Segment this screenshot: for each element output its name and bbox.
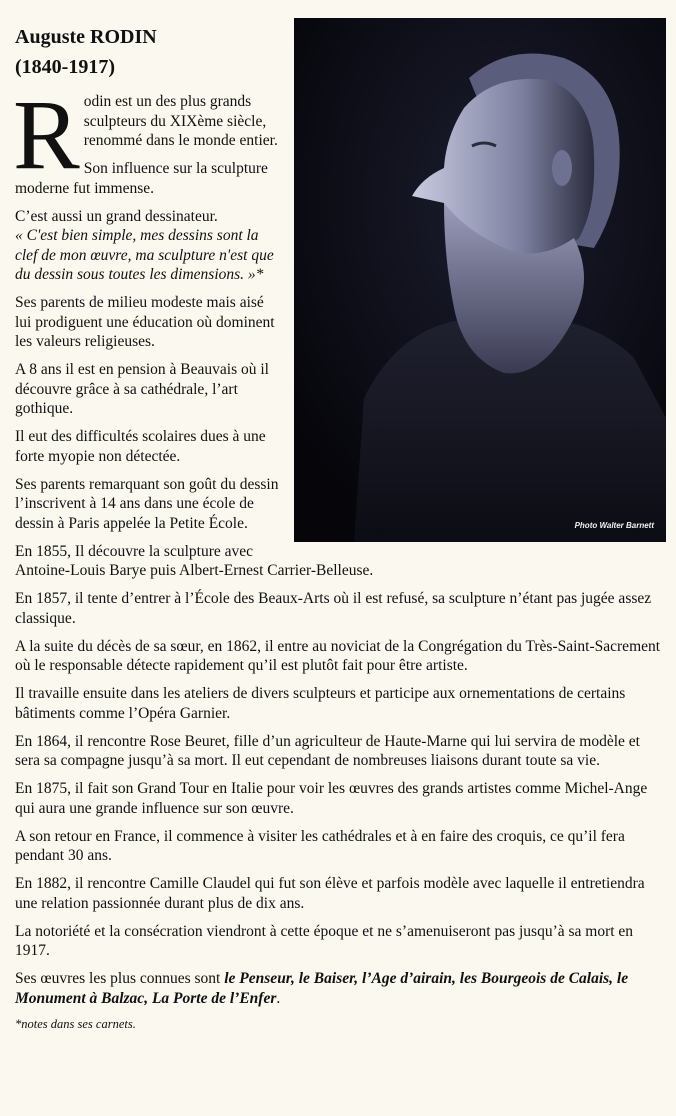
- title-name: Auguste RODIN: [15, 26, 157, 48]
- dessin-quote: « C'est bien simple, mes dessins sont la clef de mon œuvre, ma sculpture n'est que du dessin sous toutes les dimensions. »*: [15, 227, 274, 283]
- title-years: (1840-1917): [15, 56, 115, 78]
- paragraph-ateliers: Il travaille ensuite dans les ateliers de divers sculpteurs et participe aux ornementations de certains bâtiments comme l’Opéra Garnier.: [15, 685, 626, 722]
- photo-credit: Photo Walter Barnett: [574, 521, 654, 530]
- paragraph-notoriete: La notoriété et la consécration viendront à cette époque et ne s’amenuiseront pas jusqu’à sa mort en 1917.: [15, 922, 634, 959]
- paragraph-parents: Ses parents de milieu modeste mais aisé lui prodiguent une éducation où dominent les valeurs religieuses.: [15, 294, 275, 350]
- portrait-illustration: [294, 18, 666, 542]
- paragraph-1857: En 1857, il tente d’entrer à l’École des Beaux-Arts où il est refusé, sa sculpture n’étant pas jugée assez classique.: [15, 590, 652, 627]
- footnote: *notes dans ses carnets.: [15, 1016, 136, 1031]
- paragraph-influence: Son influence sur la sculpture moderne fut immense.: [15, 160, 268, 197]
- oeuvres-end: .: [276, 989, 281, 1007]
- paragraph-1855: En 1855, Il découvre la sculpture avec Antoine-Louis Barye puis Albert-Ernest Carrier-Belleuse.: [15, 542, 374, 579]
- portrait-photo: [294, 18, 666, 542]
- drop-cap: R: [13, 79, 80, 190]
- dessin-intro: C’est aussi un grand dessinateur.: [15, 207, 218, 225]
- paragraph-1862: A la suite du décès de sa sœur, en 1862, il entre au noviciat de la Congrégation du Très-Saint-Sacrement où le responsable détecte rapidement qu’il est plutôt fait pour être artiste.: [15, 637, 661, 674]
- paragraph-1875: En 1875, il fait son Grand Tour en Italie pour voir les œuvres des grands artistes comme Michel-Ange qui aura une grande influence sur son œuvre.: [15, 780, 648, 817]
- paragraph-oeuvres: [15, 969, 663, 1008]
- paragraph-beauvais: A 8 ans il est en pension à Beauvais où il découvre grâce à sa cathédrale, l’art gothique.: [15, 361, 269, 417]
- intro-text: odin est un des plus grands sculpteurs du XIXème siècle, renommé dans le monde entier.: [83, 93, 278, 149]
- paragraph-myopie: Il eut des difficultés scolaires dues à une forte myopie non détectée.: [15, 428, 266, 465]
- paragraph-ecole: Ses parents remarquant son goût du dessin l’inscrivent à 14 ans dans une école de dessin à Paris appelée la Petite École.: [15, 475, 279, 532]
- paragraph-1882: En 1882, il rencontre Camille Claudel qui fut son élève et parfois modèle avec laquelle il entretiendra une relation passionnée durant plus de dix ans.: [15, 875, 645, 912]
- oeuvres-intro: Ses œuvres les plus connues sont: [15, 970, 225, 987]
- paragraph-retour: A son retour en France, il commence à visiter les cathédrales et à en faire des croquis, ce qu’il fera pendant 30 ans.: [15, 827, 625, 864]
- article: [15, 22, 663, 1043]
- oeuvres-list: le Penseur, le Baiser, l’Age d’airain, les Bourgeois de Calais, le Monument à Balzac, La Porte de l’Enfer: [15, 970, 629, 1007]
- paragraph-1864: En 1864, il rencontre Rose Beuret, fille d’un agriculteur de Haute-Marne qui lui servira de modèle et sera sa compagne jusqu’à sa mort. Il eut cependant de nombreuses liaisons durant toute sa vie.: [15, 732, 640, 769]
